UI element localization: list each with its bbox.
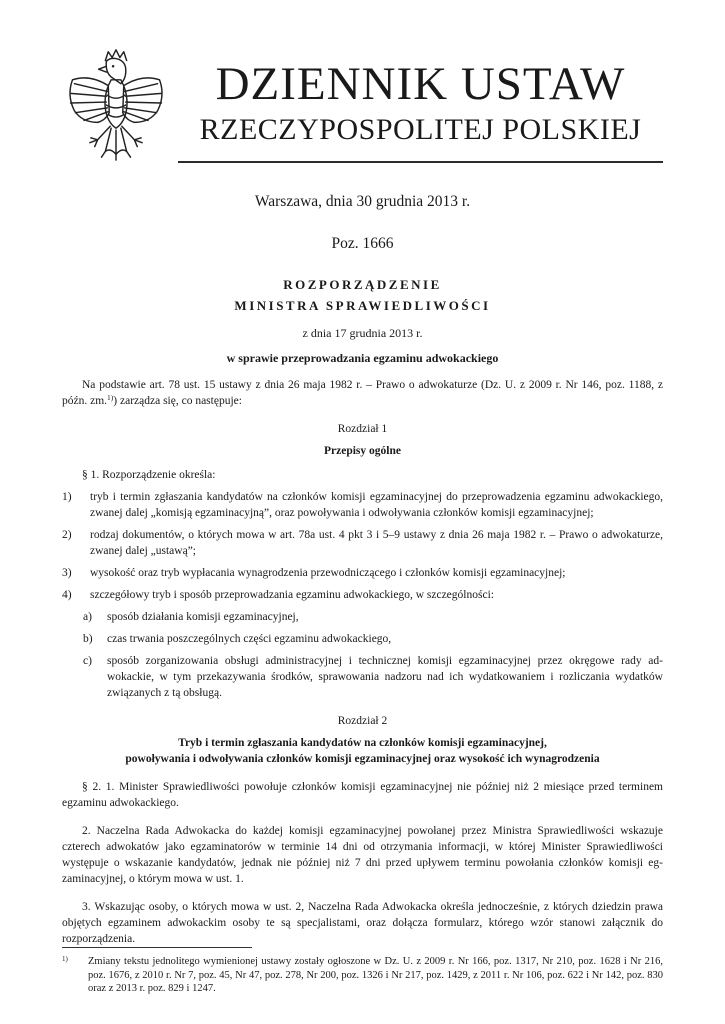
chapter-1-title: Przepisy ogólne: [324, 445, 401, 457]
list-item-marker: 4): [62, 589, 72, 601]
intro-paragraph: [62, 377, 663, 409]
list-item-text: tryb i termin zgłaszania kandydatów na członków komisji egzaminacyjnej do przeprowadzenia egzaminu adwokackiego, zwanej dalej „komisją egzaminacyjną”, oraz powoływania i odwoływania członków komisji egzaminacyjnej;: [90, 491, 663, 519]
paragraph-1-intro: § 1. Rozporządzenie określa:: [82, 469, 216, 481]
footnote-reference: 1): [107, 393, 114, 402]
list-item: [62, 587, 663, 603]
sub-list-item-marker: a): [83, 611, 92, 623]
journal-title: DZIENNIK USTAW: [215, 58, 626, 110]
chapter-2-title-line2: powoływania i odwoływania członków komisji egzaminacyjnej oraz wysokość ich wynagrodzenia: [125, 753, 600, 765]
journal-subtitle: RZECZYPOSPOLITEJ POLSKIEJ: [199, 113, 642, 146]
paragraph-2-1: § 2. 1. Minister Sprawiedliwości powołuje członków komisji egzaminacyjnej nie później niż 2 miesiące przed terminem egzaminu adwokackiego.: [62, 781, 663, 809]
list-item-text: rodzaj dokumentów, o których mowa w art. 78a ust. 4 pkt 3 i 5–9 ustawy z dnia 26 maja 1982 r. – Prawo o adwokaturze, zwanej dalej „ustawą”;: [90, 529, 663, 557]
intro-pre: Na podstawie art. 78 ust. 15 ustawy z dnia 26 maja 1982 r. – Prawo o adwokaturze (Dz. U. z 2009 r. Nr 146, poz. 1188, z późn. zm.: [62, 379, 663, 407]
list-item-marker: 2): [62, 529, 72, 541]
dateline: Warszawa, dnia 30 grudnia 2013 r.: [254, 193, 471, 210]
masthead: [62, 45, 663, 163]
act-body: [62, 365, 663, 947]
list-item: [62, 527, 663, 559]
sub-list-item-marker: b): [83, 633, 93, 645]
sub-list-item-marker: c): [83, 655, 92, 667]
footnote-body: [62, 955, 663, 996]
sub-list-item-text: sposób działania komisji egzaminacyjnej,: [107, 611, 299, 623]
footnote: [62, 947, 663, 996]
sub-list-item-text: sposób zorganizowania obsługi administracyjnej i technicznej komisji egzaminacyjnej przez okręgowe rady adwokackie, w tym przekazywania środków, sprawowania nadzoru nad ich wydatkowaniem i rozliczania wydatków związanych z tą obsługą.: [107, 655, 663, 699]
chapter-2-title-line1: Tryb i termin zgłaszania kandydatów na członków komisji egzaminacyjnej,: [178, 737, 547, 749]
sub-list-item-text: czas trwania poszczególnych części egzaminu adwokackiego,: [107, 633, 392, 645]
list-item: [62, 489, 663, 521]
sub-list-item: [83, 609, 663, 625]
paragraph-2-3: 3. Wskazując osoby, o których mowa w ust. 2, Naczelna Rada Adwokacka określa jednocześnie, z których dziedzin prawa objętych egzaminem adwokackim osoby te są specjalistami, oraz dołącza formularz, którego wzór stanowi załącznik do rozporządzenia.: [62, 901, 663, 945]
masthead-titles: [178, 57, 663, 163]
intro-post: ) zarządza się, co następuje:: [113, 395, 242, 407]
sub-list-item: [83, 631, 663, 647]
footnote-marker: 1): [62, 955, 68, 963]
list-item-text: szczegółowy tryb i sposób przeprowadzania egzaminu adwokackiego, w szczególności:: [90, 589, 494, 601]
position-number: Poz. 1666: [331, 235, 394, 252]
act-date: z dnia 17 grudnia 2013 r.: [302, 326, 423, 340]
sub-list-item: [83, 653, 663, 701]
act-issuer: MINISTRA SPRAWIEDLIWOŚCI: [234, 298, 491, 313]
chapter-1-number: Rozdział 1: [337, 423, 388, 435]
act-subject: w sprawie przeprowadzania egzaminu adwokackiego: [226, 351, 499, 365]
list-item-text: wysokość oraz tryb wypłacania wynagrodzenia przewodniczącego i członków komisji egzaminacyjnej;: [90, 567, 566, 579]
footnote-text: Zmiany tekstu jednolitego wymienionej ustawy zostały ogłoszone w Dz. U. z 2009 r. Nr 166, poz. 1317, Nr 210, poz. 1628 i Nr 216, poz. 1676, z 2010 r. Nr 7, poz. 45, Nr 47, poz. 278, Nr 200, poz. 1326 i Nr 217, poz. 1429, z 2011 r. Nr 106, poz. 622 i Nr 142, poz. 830 oraz z 2013 r. poz. 829 i 1247.: [88, 956, 663, 994]
paragraph-2-2: 2. Naczelna Rada Adwokacka do każdej komisji egzaminacyjnej powołanej przez Ministra Sprawiedliwości wskazuje czterech adwokatów jako egzaminatorów w terminie 14 dni od otrzymania informacji, w której Minister Sprawiedliwości występuje o wskazanie kandydatów, jednak nie później niż 7 dni przed upływem terminu powołania członków komisji egzaminacyjnej, o którym mowa w ust. 1.: [62, 825, 663, 885]
polish-eagle-icon: [62, 45, 170, 163]
chapter-2-number: Rozdział 2: [337, 715, 388, 727]
act-type: ROZPORZĄDZENIE: [283, 277, 442, 292]
list-item-marker: 1): [62, 491, 72, 503]
list-item-marker: 3): [62, 567, 72, 579]
footnote-separator: [62, 947, 252, 948]
list-item: [62, 565, 663, 581]
